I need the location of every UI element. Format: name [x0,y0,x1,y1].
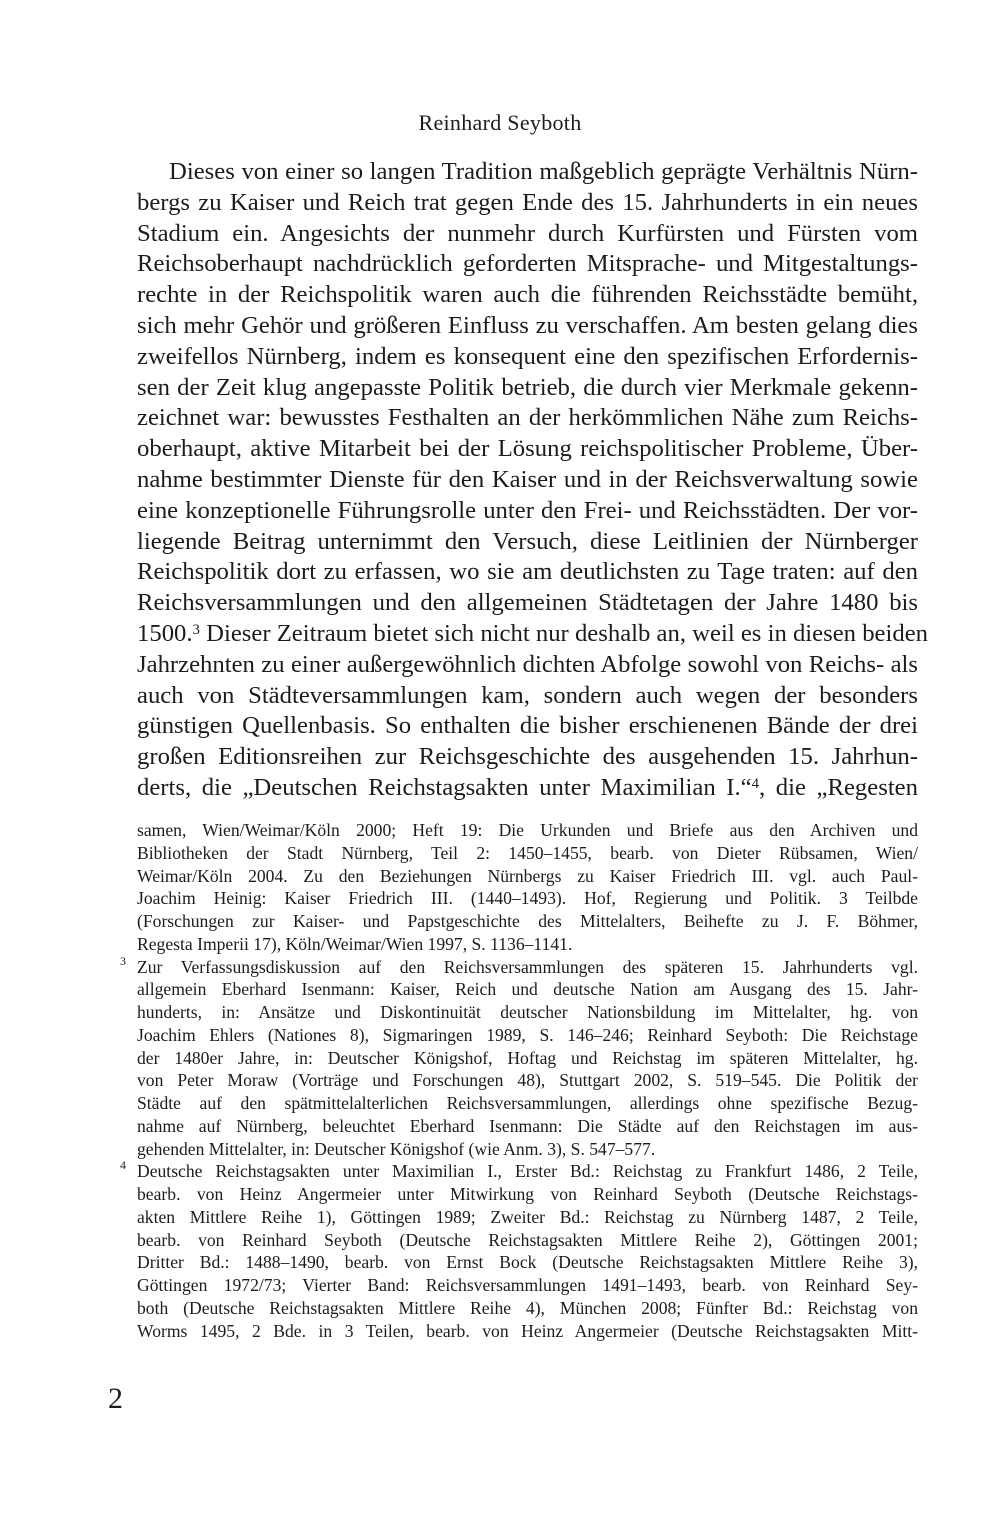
footnote-4 [120,1158,918,1342]
text-line: eine konzeptionelle Führungsrolle unter den Frei- und Reichsstädten. Der vor- [137,496,918,524]
text-segment: Dieser Zeitraum bietet sich nicht nur deshalb an, weil es in diesen beiden [199,619,929,647]
text-line: auch von Städteversammlungen kam, sondern auch wegen der besonders [137,681,918,709]
text-line [137,619,929,650]
footnote-3 [120,953,918,1161]
footnotes [120,819,918,1342]
text-line: Stadium ein. Angesichts der nunmehr durch Kurfürsten und Fürsten vom [137,219,918,247]
footnote-line: Weimar/Köln 2004. Zu den Beziehungen Nürnbergs zu Kaiser Friedrich III. vgl. auch Paul- [137,865,918,886]
text-line: zweifellos Nürnberg, indem es konsequent eine den spezifischen Erfordernis- [137,342,918,370]
footnote-line: (Forschungen zur Kaiser- und Papstgeschichte des Mittelalters, Beihefte zu J. F. Böhmer, [137,911,918,931]
footnote-line: Städte auf den spätmittelalterlichen Reichsversammlungen, allerdings ohne spezifische Bezug- [137,1093,918,1113]
text-line: oberhaupt, aktive Mitarbeit bei der Lösung reichspolitischer Probleme, Über- [137,435,918,463]
text-line: günstigen Quellenbasis. So enthalten die bisher erschienenen Bände der drei [137,712,918,740]
text-line: Jahrzehnten zu einer außergewöhnlich dichten Abfolge sowohl von Reichs- als [137,650,918,678]
page-number: 2 [108,1382,123,1415]
footnote-line: akten Mittlere Reihe 1), Göttingen 1989; Zweiter Bd.: Reichstag zu Nürnberg 1487, 2 Teile, [137,1206,918,1227]
text-line: großen Editionsreihen zur Reichsgeschichte des ausgehenden 15. Jahrhun- [137,743,918,771]
footnote-line: allgemein Eberhard Isenmann: Kaiser, Reich und deutsche Nation am Ausgang des 15. Jahr- [137,979,918,1000]
footnote-number: 4 [120,1158,126,1173]
text-line [137,773,918,804]
text-line: Dieses von einer so langen Tradition maßgeblich geprägte Verhältnis Nürn- [169,158,918,185]
footnote-line: bearb. von Heinz Angermeier unter Mitwirkung von Reinhard Seyboth (Deutsche Reichstags- [137,1184,918,1204]
footnote-line: samen, Wien/Weimar/Köln 2000; Heft 19: Die Urkunden und Briefe aus den Archiven und [137,820,918,840]
footnote-number: 3 [120,953,126,968]
text-line: rechte in der Reichspolitik waren auch die führenden Reichsstädte bemüht, [137,281,918,309]
footnote-line: Dritter Bd.: 1488–1490, bearb. von Ernst Bock (Deutsche Reichstagsakten Mittlere Reihe 3), [137,1252,918,1273]
text-line: sich mehr Gehör und größeren Einfluss zu verschaffen. Am besten gelang dies [137,311,918,339]
running-head: Reinhard Seyboth [418,110,582,135]
text-line: liegende Beitrag unternimmt den Versuch, diese Leitlinien der Nürnberger [137,527,918,555]
text-segment: 1500. [137,619,193,647]
footnote-line: von Peter Moraw (Vorträge und Forschungen 48), Stuttgart 2002, S. 519–545. Die Politik der [137,1070,918,1091]
text-line: zeichnet war: bewusstes Festhalten an der herkömmlichen Nähe zum Reichs- [137,404,918,432]
footnote-ref-3[interactable]: 3 [192,622,200,639]
footnote-line: Bibliotheken der Stadt Nürnberg, Teil 2: 1450–1455, bearb. von Dieter Rübsamen, Wien/ [137,842,918,863]
footnote-line: bearb. von Reinhard Seyboth (Deutsche Reichstagsakten Mittlere Reihe 2), Göttingen 2001; [137,1229,918,1250]
footnote-line: der 1480er Jahre, in: Deutscher Königshof, Hoftag und Reichstag im späteren Mittelalter, hg. [137,1047,918,1068]
text-line: nahme bestimmter Dienste für den Kaiser und in der Reichsverwaltung sowie [137,465,918,493]
text-line: Reichsversammlungen und den allgemeinen Städtetagen der Jahre 1480 bis [137,589,918,617]
text-line: Reichspolitik dort zu erfassen, wo sie am deutlichsten zu Tage traten: auf den [137,558,918,586]
footnote-line: Regesta Imperii 17), Köln/Weimar/Wien 1997, S. 1136–1141. [137,933,573,954]
footnote-line: Joachim Heinig: Kaiser Friedrich III. (1440–1493). Hof, Regierung und Politik. 3 Teilbde [137,888,918,909]
footnote-line: gehenden Mittelalter, in: Deutscher Königshof (wie Anm. 3), S. 547–577. [137,1138,656,1159]
footnote-ref-4[interactable]: 4 [751,776,760,793]
footnote-line: Deutsche Reichstagsakten unter Maximilian I., Erster Bd.: Reichstag zu Frankfurt 1486, 2 Teile, [137,1161,918,1182]
footnote-line: nahme auf Nürnberg, beleuchtet Eberhard Isenmann: Die Städte auf den Reichstagen im aus- [137,1115,918,1136]
text-line: sen der Zeit klug angepasste Politik betrieb, die durch vier Merkmale gekenn- [137,373,918,401]
footnote-line: Joachim Ehlers (Nationes 8), Sigmaringen 1989, S. 146–246; Reinhard Seyboth: Die Reichstage [137,1024,918,1045]
text-segment: , die „Regesten [759,773,918,801]
footnote-line: both (Deutsche Reichstagsakten Mittlere Reihe 4), München 2008; Fünfter Bd.: Reichstag von [137,1297,918,1318]
main-text [137,157,929,804]
footnote-line: Worms 1495, 2 Bde. in 3 Teilen, bearb. von Heinz Angermeier (Deutsche Reichstagsakten Mitt- [137,1320,918,1341]
text-line: Reichsoberhaupt nachdrücklich geforderten Mitsprache- und Mitgestaltungs- [137,250,918,278]
footnote-line: hunderts, in: Ansätze und Diskontinuität deutscher Nationsbildung im Mittelalter, hg. von [137,1002,918,1022]
text-line: bergs zu Kaiser und Reich trat gegen Ende des 15. Jahrhunderts in ein neues [137,188,918,216]
footnote-line: Zur Verfassungsdiskussion auf den Reichsversammlungen des späteren 15. Jahrhunderts vgl. [137,956,918,977]
footnote-2-continuation [137,819,918,956]
text-segment: derts, die „Deutschen Reichstagsakten unter Maximilian I.“ [137,773,752,801]
footnote-line: Göttingen 1972/73; Vierter Band: Reichsversammlungen 1491–1493, bearb. von Reinhard Sey- [137,1275,918,1295]
